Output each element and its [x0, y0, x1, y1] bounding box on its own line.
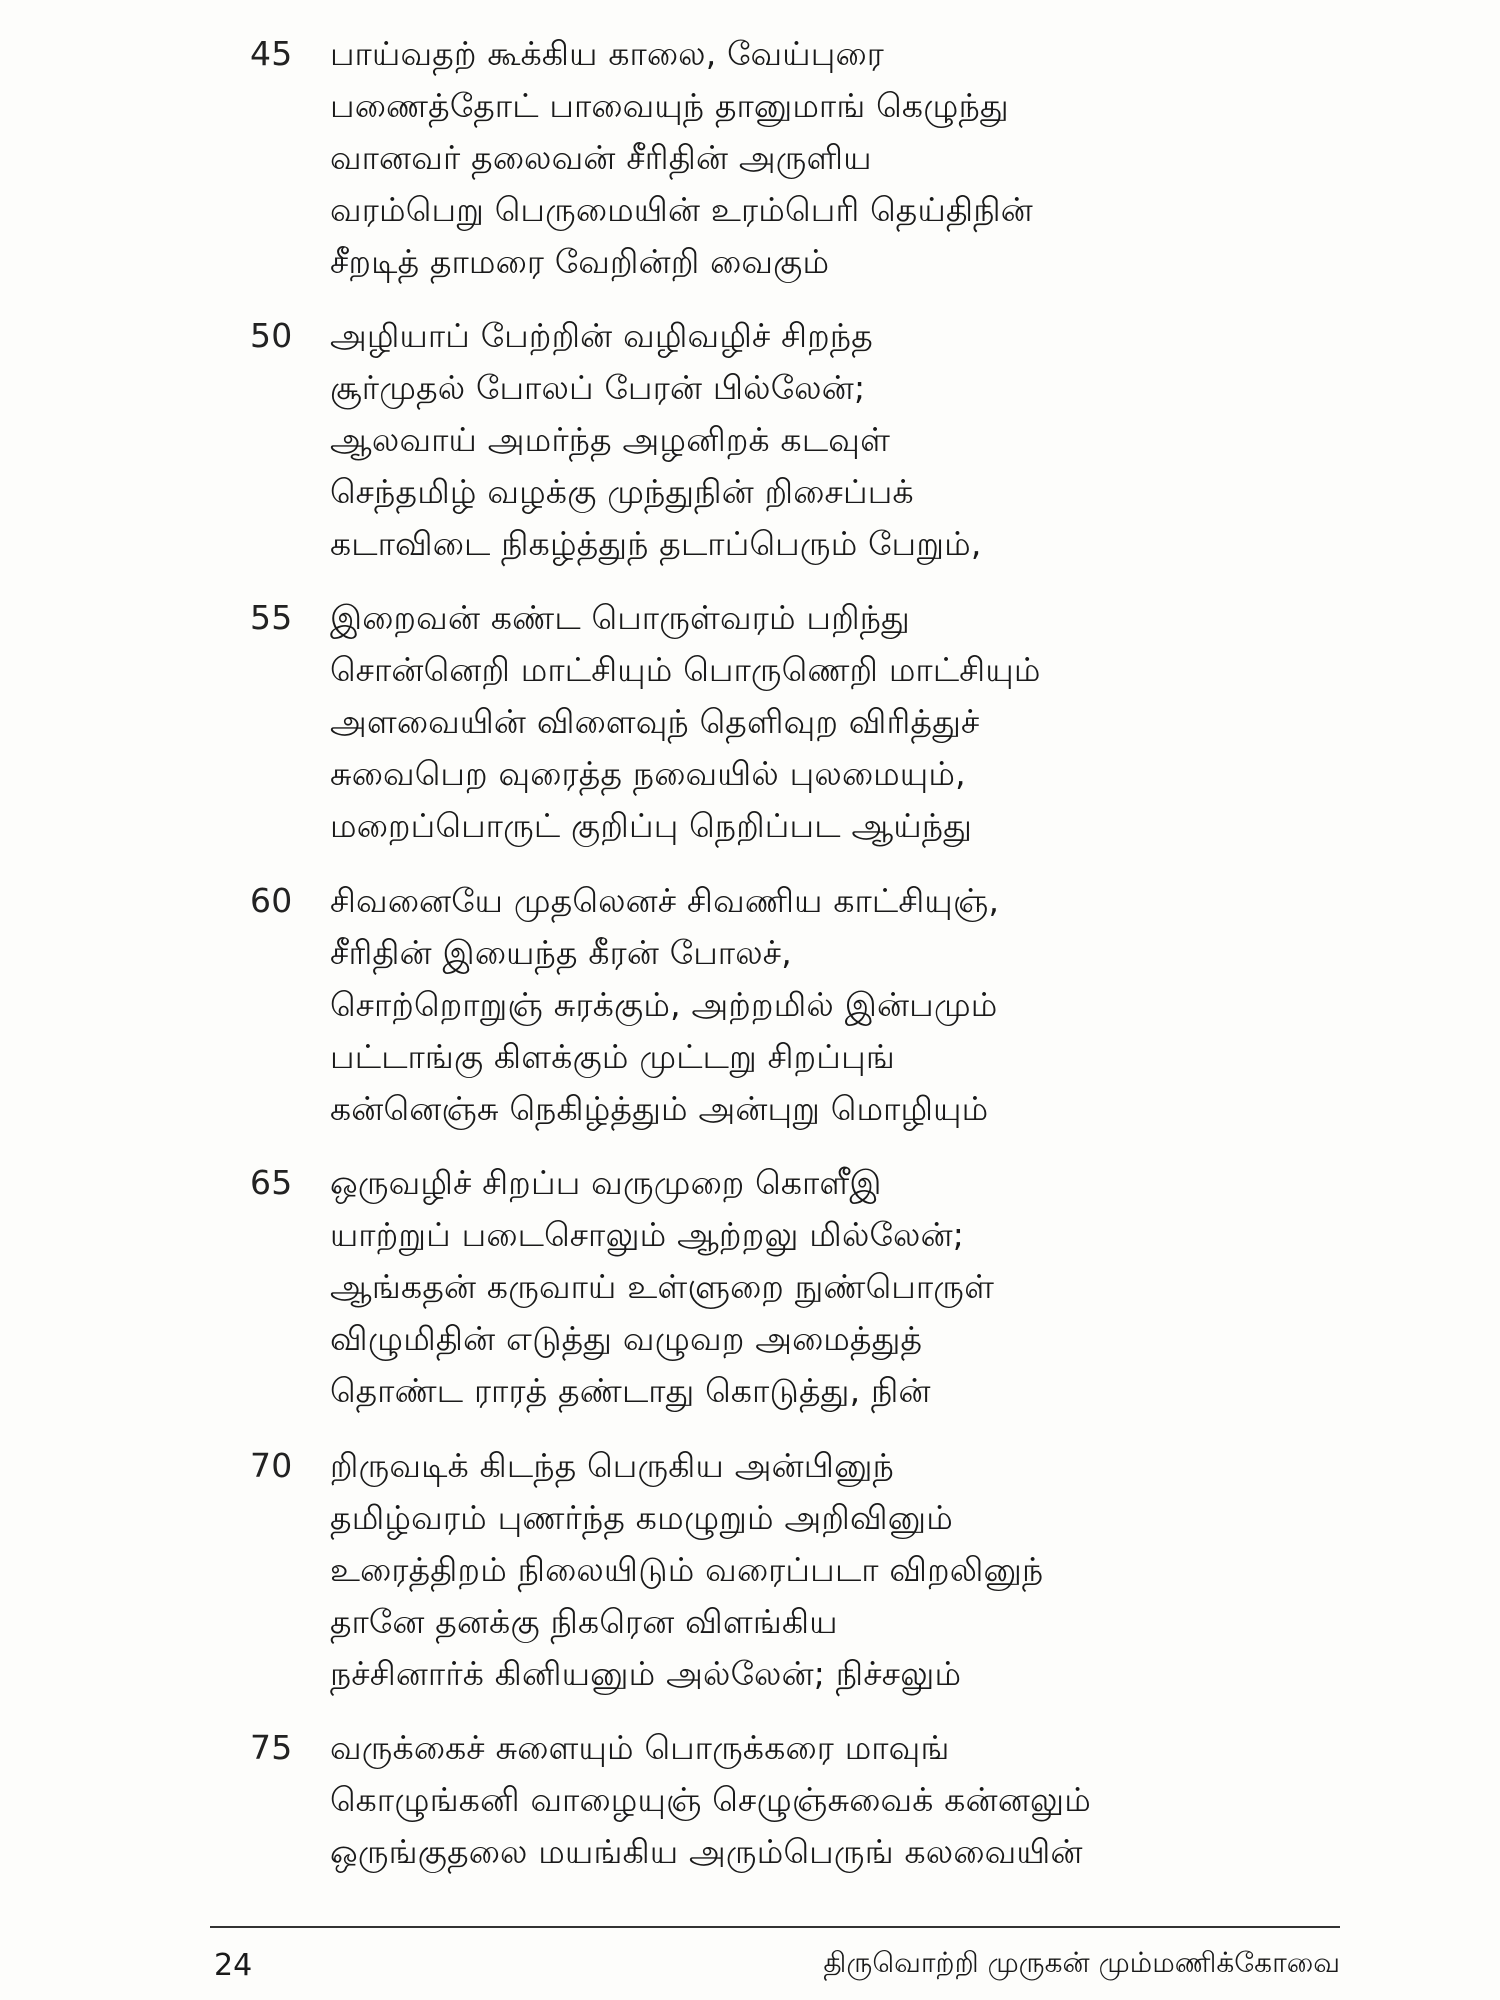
verse-line: [250, 518, 1350, 570]
verse-text: கடாவிடை நிகழ்த்துந் தடாப்பெரும் பேறும்,: [330, 524, 982, 563]
verse-line: [250, 592, 1350, 644]
verse-line: [250, 1774, 1350, 1826]
verse-line: [250, 1596, 1350, 1648]
line-number: 55: [250, 598, 293, 637]
verse-line: [250, 927, 1350, 979]
verse-text: ஆங்கதன் கருவாய் உள்ளுறை நுண்பொருள்: [330, 1267, 995, 1306]
verse-text: யாற்றுப் படைசொலும் ஆற்றலு மில்லேன்;: [330, 1215, 965, 1254]
stanza-50: [250, 310, 1350, 570]
verse-line: [250, 310, 1350, 362]
verse-text: சீறடித் தாமரை வேறின்றி வைகும்: [330, 242, 830, 281]
verse-text: நச்சினார்க் கினியனும் அல்லேன்; நிச்சலும்: [330, 1654, 962, 1693]
verse-text: மறைப்பொருட் குறிப்பு நெறிப்பட ஆய்ந்து: [330, 806, 973, 845]
verse-line: [250, 1544, 1350, 1596]
verse-line: [250, 748, 1350, 800]
verse-text: சிவனையே முதலெனச் சிவணிய காட்சியுஞ்,: [330, 881, 1000, 920]
line-number: 60: [250, 881, 293, 920]
running-footer-title: திருவொற்றி முருகன் மும்மணிக்கோவை: [823, 1946, 1340, 1979]
verse-line: [250, 1492, 1350, 1544]
verse-text: அழியாப் பேற்றின் வழிவழிச் சிறந்த: [330, 316, 873, 355]
page-number: 24: [214, 1948, 253, 1983]
verse-text: செந்தமிழ் வழக்கு முந்துநின் றிசைப்பக்: [330, 472, 914, 511]
line-number: 75: [250, 1728, 293, 1767]
line-number: 70: [250, 1446, 293, 1485]
stanza-65: [250, 1157, 1350, 1417]
stanza-70: [250, 1440, 1350, 1700]
verse-text: சீரிதின் இயைந்த கீரன் போலச்,: [330, 933, 792, 972]
verse-line: [250, 644, 1350, 696]
verse-line: [250, 362, 1350, 414]
verse-text: கொழுங்கனி வாழையுஞ் செழுஞ்சுவைக் கன்னலும்: [330, 1780, 1091, 1819]
verse-line: [250, 696, 1350, 748]
verse-text: வானவர் தலைவன் சீரிதின் அருளிய: [330, 138, 872, 177]
verse-text: சொற்றொறுஞ் சுரக்கும், அற்றமில் இன்பமும்: [330, 985, 998, 1024]
stanza-60: [250, 875, 1350, 1135]
stanza-75: [250, 1722, 1350, 1878]
verse-line: [250, 1031, 1350, 1083]
verse-line: [250, 1157, 1350, 1209]
verse-text: இறைவன் கண்ட பொருள்வரம் பறிந்து: [330, 598, 910, 637]
verse-text: சொன்னெறி மாட்சியும் பொருணெறி மாட்சியும்: [330, 650, 1041, 689]
line-number: 45: [250, 34, 293, 73]
line-number: 50: [250, 316, 293, 355]
verse-line: [250, 236, 1350, 288]
verse-text: விழுமிதின் எடுத்து வழுவற அமைத்துத்: [330, 1319, 923, 1358]
verse-line: [250, 800, 1350, 852]
verse-line: [250, 1440, 1350, 1492]
verse-text: ஆலவாய் அமர்ந்த அழனிறக் கடவுள்: [330, 420, 891, 459]
line-number: 65: [250, 1163, 293, 1202]
verse-text: சூர்முதல் போலப் பேரன் பில்லேன்;: [330, 368, 866, 407]
verse-line: [250, 80, 1350, 132]
verse-text: சுவைபெற வுரைத்த நவையில் புலமையும்,: [330, 754, 966, 793]
verse-line: [250, 1722, 1350, 1774]
verse-text: வரம்பெறு பெருமையின் உரம்பெரி தெய்திநின்: [330, 190, 1033, 229]
verse-text: றிருவடிக் கிடந்த பெருகிய அன்பினுந்: [330, 1446, 894, 1485]
verse-line: [250, 184, 1350, 236]
verse-text: பணைத்தோட் பாவையுந் தானுமாங் கெழுந்து: [330, 86, 1009, 125]
stanza-45: [250, 28, 1350, 288]
footer-rule: [210, 1926, 1340, 1928]
verse-line: [250, 1826, 1350, 1878]
verse-line: [250, 1209, 1350, 1261]
verse-text: உரைத்திறம் நிலையிடும் வரைப்படா விறலினுந்: [330, 1550, 1044, 1589]
verse-text: தொண்ட ராரத் தண்டாது கொடுத்து, நின்: [330, 1371, 931, 1410]
verse-line: [250, 979, 1350, 1031]
verse-line: [250, 1648, 1350, 1700]
verse-line: [250, 1313, 1350, 1365]
verse-line: [250, 1261, 1350, 1313]
verse-text: ஒருங்குதலை மயங்கிய அரும்பெருங் கலவையின்: [330, 1832, 1083, 1871]
verse-line: [250, 1365, 1350, 1417]
verse-text: கன்னெஞ்சு நெகிழ்த்தும் அன்புறு மொழியும்: [330, 1089, 989, 1128]
verse-text: தானே தனக்கு நிகரென விளங்கிய: [330, 1602, 838, 1641]
verse-text: வருக்கைச் சுளையும் பொருக்கரை மாவுங்: [330, 1728, 950, 1767]
stanza-55: [250, 592, 1350, 852]
verse-text: பட்டாங்கு கிளக்கும் முட்டறு சிறப்புங்: [330, 1037, 895, 1076]
verse-line: [250, 1083, 1350, 1135]
verse-text: பாய்வதற் கூக்கிய காலை, வேய்புரை: [330, 34, 885, 73]
verse-text: தமிழ்வரம் புணர்ந்த கமழுறும் அறிவினும்: [330, 1498, 953, 1537]
verse-line: [250, 28, 1350, 80]
verse-line: [250, 466, 1350, 518]
verse-text: ஒருவழிச் சிறப்ப வருமுறை கொளீஇ: [330, 1163, 882, 1202]
verse-text: அளவையின் விளைவுந் தெளிவுற விரித்துச்: [330, 702, 980, 741]
verse-line: [250, 414, 1350, 466]
verse-line: [250, 132, 1350, 184]
verse-line: [250, 875, 1350, 927]
